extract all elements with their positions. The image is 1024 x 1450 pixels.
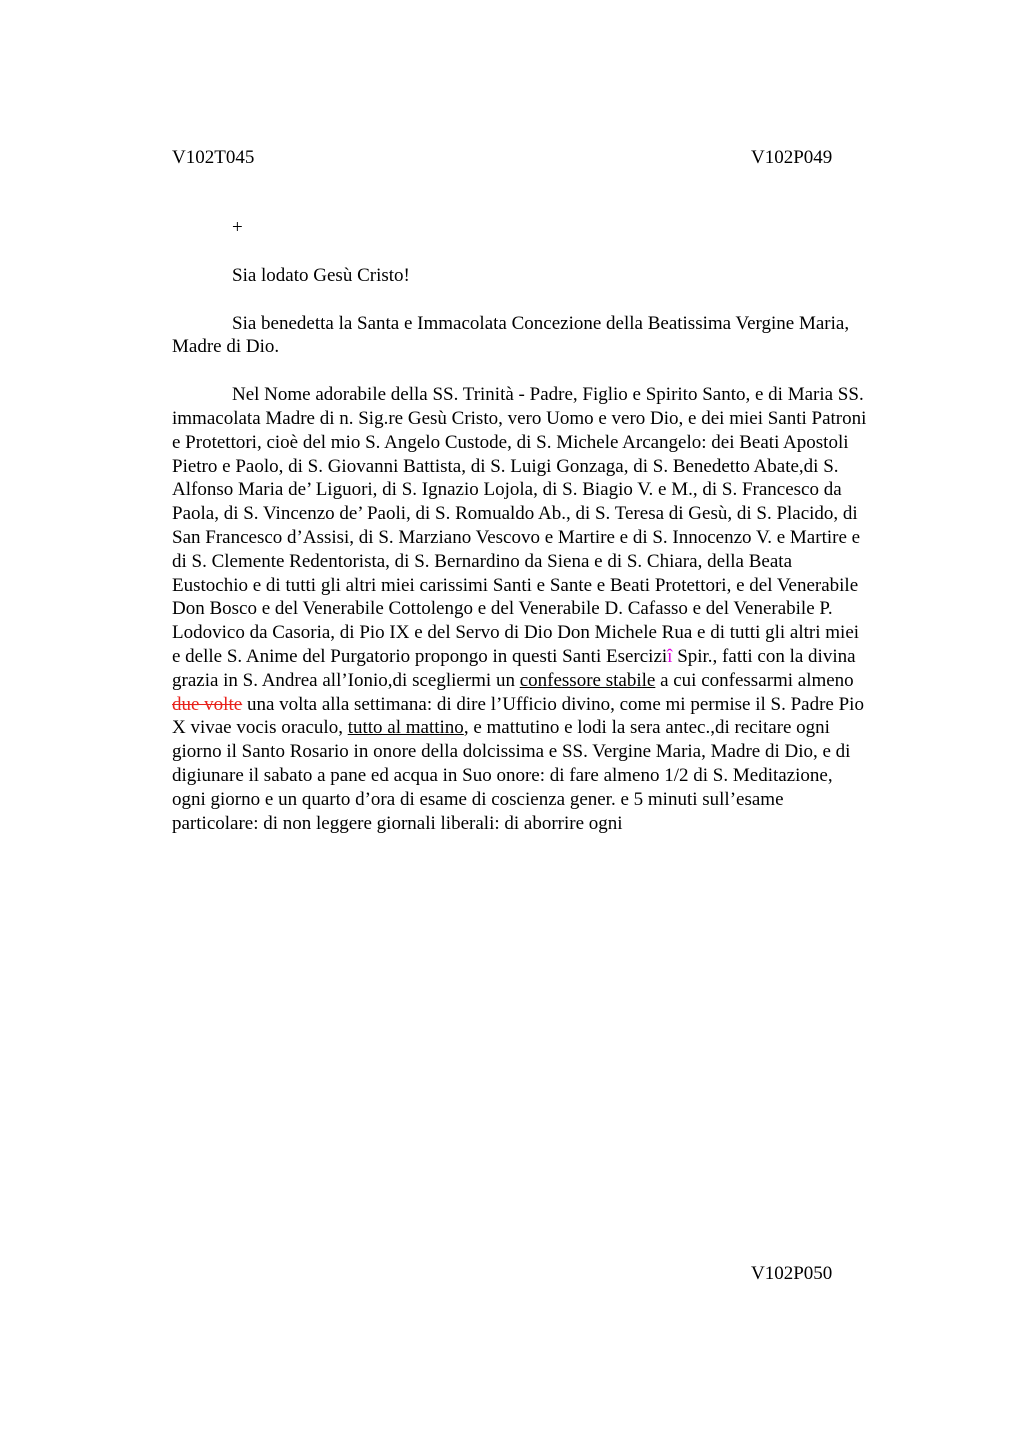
blessing-line-2: Madre di Dio.	[172, 336, 280, 358]
text-segment: e delle S. Anime del Purgatorio propongo in questi Santi Esercizi	[172, 645, 668, 667]
text-line: giorno il Santo Rosario in onore della dolcissima e SS. Vergine Maria, Madre di Dio, e di	[172, 741, 851, 763]
text-line: Lodovico da Casoria, di Pio IX e del Servo di Dio Don Michele Rua e di tutti gli altri miei	[172, 622, 860, 644]
text-segment: X vivae vocis oraculo,	[172, 717, 348, 739]
text-line: Don Bosco e del Venerabile Cottolengo e del Venerabile D. Cafasso e del Venerabile P.	[172, 598, 833, 620]
text-line: Nel Nome adorabile della SS. Trinità - Padre, Figlio e Spirito Santo, e di Maria SS.	[232, 384, 864, 406]
text-line: immacolata Madre di n. Sig.re Gesù Cristo, vero Uomo e vero Dio, e dei miei Santi Patroni	[172, 407, 867, 429]
underlined-text: tutto al mattino	[347, 717, 464, 739]
text-segment: grazia in S. Andrea all’Ionio,di scegliermi un	[172, 669, 520, 691]
text-segment: , e mattutino e lodi la sera antec.,di recitare ogni	[463, 717, 830, 739]
struck-text: due volte	[172, 693, 243, 715]
magenta-mark: î	[667, 645, 673, 667]
text-line: e Protettori, cioè del mio S. Angelo Custode, di S. Michele Arcangelo: dei Beati Apostoli	[172, 431, 849, 453]
greeting: Sia lodato Gesù Cristo!	[232, 264, 410, 286]
text-segment: a cui confessarmi almeno	[655, 669, 854, 691]
cross-mark: +	[232, 217, 243, 238]
text-line: ogni giorno e un quarto d’ora di esame di coscienza gener. e 5 minuti sull’esame	[172, 788, 784, 810]
text-line	[172, 693, 928, 717]
underlined-text: confessore stabile	[519, 669, 656, 691]
blessing-paragraph	[172, 312, 928, 360]
text-line: digiunare il sabato a pane ed acqua in Suo onore: di fare almeno 1/2 di S. Meditazione,	[172, 764, 833, 786]
footer-page-code: V102P050	[751, 1263, 833, 1284]
blessing-line-1: Sia benedetta la Santa e Immacolata Concezione della Beatissima Vergine Maria,	[232, 312, 850, 334]
text-line	[172, 669, 928, 693]
text-line	[172, 645, 928, 669]
text-line: particolare: di non leggere giornali liberali: di aborrire ogni	[172, 812, 623, 834]
text-line: San Francesco d’Assisi, di S. Marziano Vescovo e Martire e di S. Innocenzo V. e Martire e	[172, 526, 861, 548]
text-line	[172, 716, 928, 740]
text-line: di S. Clemente Redentorista, di S. Bernardino da Siena e di S. Chiara, della Beata	[172, 550, 792, 572]
header-left-code: V102T045	[172, 147, 255, 168]
text-line: Eustochio e di tutti gli altri miei carissimi Santi e Sante e Beati Protettori, e del Venerabile	[172, 574, 859, 596]
text-segment: una volta alla settimana: di dire l’Ufficio divino, come mi permise il S. Padre Pio	[242, 693, 864, 715]
resolutions-paragraph	[172, 383, 928, 835]
text-segment: Spir., fatti con la divina	[672, 645, 856, 667]
text-line: Alfonso Maria de’ Liguori, di S. Ignazio Lojola, di S. Biagio V. e M., di S. Francesco da	[172, 479, 842, 501]
text-line: Paola, di S. Vincenzo de’ Paoli, di S. Romualdo Ab., di S. Teresa di Gesù, di S. Placido, di	[172, 503, 858, 525]
text-line: Pietro e Paolo, di S. Giovanni Battista, di S. Luigi Gonzaga, di S. Benedetto Abate,di S.	[172, 455, 839, 477]
document-body	[172, 216, 928, 835]
header-right-code: V102P049	[751, 147, 833, 168]
